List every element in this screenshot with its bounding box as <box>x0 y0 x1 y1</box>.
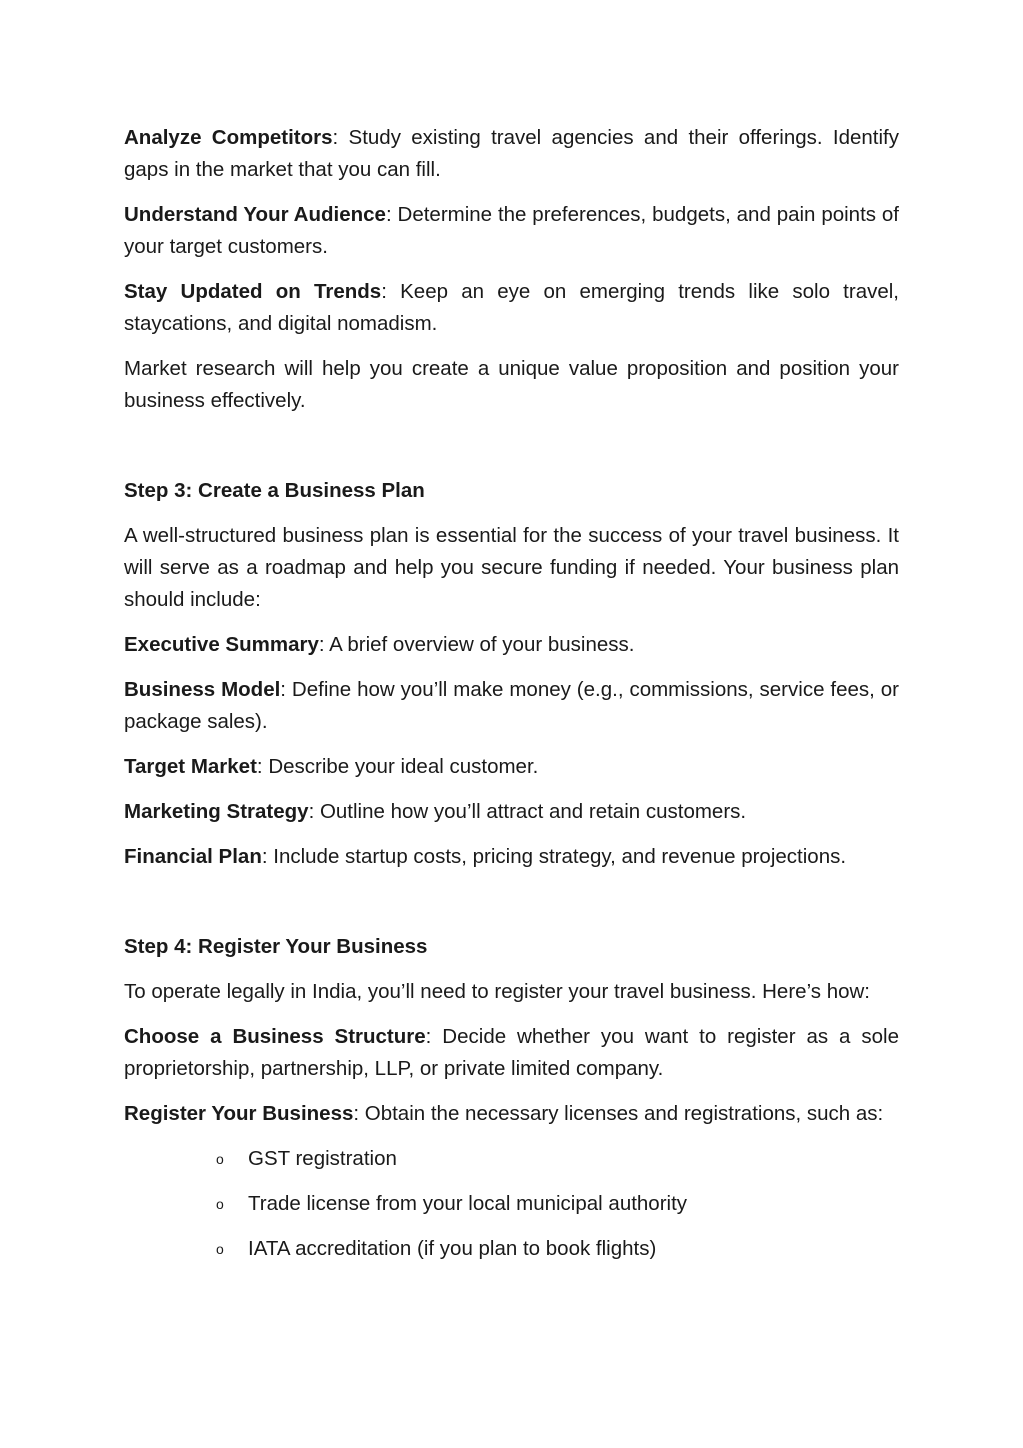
text-stay-updated: : Keep an eye on emerging trends like solo travel, staycations, and digital nomadism. <box>124 280 900 335</box>
list-item <box>216 1188 899 1220</box>
paragraph-executive-summary <box>124 629 899 661</box>
text-register-business: : Obtain the necessary licenses and registrations, such as: <box>353 1102 884 1125</box>
text-marketing-strategy: : Outline how you’ll attract and retain customers. <box>308 800 747 823</box>
paragraph-understand-audience <box>124 199 899 263</box>
paragraph-business-structure <box>124 1021 899 1085</box>
paragraph-analyze-competitors <box>124 122 899 186</box>
term-stay-updated: Stay Updated on Trends <box>124 280 382 303</box>
text-executive-summary: : A brief overview of your business. <box>318 633 635 656</box>
text-analyze-competitors: : Study existing travel agencies and their offerings. Identify gaps in the market that you can fill. <box>124 126 899 181</box>
paragraph-business-model <box>124 674 899 738</box>
section-gap <box>124 886 899 931</box>
text-target-market: : Describe your ideal customer. <box>256 755 539 778</box>
term-executive-summary: Executive Summary <box>124 633 319 656</box>
paragraph-target-market <box>124 751 899 783</box>
paragraph-step-3-intro: A well-structured business plan is essential for the success of your travel business. It will serve as a roadmap and help you secure funding if needed. Your business plan should include: <box>124 524 899 611</box>
list-item-text: Trade license from your local municipal authority <box>248 1192 688 1215</box>
circle-bullet-icon: o <box>216 1196 224 1212</box>
paragraph-register-business <box>124 1098 899 1130</box>
term-business-structure: Choose a Business Structure <box>124 1025 426 1048</box>
list-item-text: IATA accreditation (if you plan to book flights) <box>248 1237 657 1260</box>
text-business-structure: : Decide whether you want to register as a sole proprietorship, partnership, LLP, or private limited company. <box>124 1025 899 1080</box>
text-market-research: Market research will help you create a unique value proposition and position your business effectively. <box>124 357 899 412</box>
registration-list <box>124 1143 899 1265</box>
term-analyze-competitors: Analyze Competitors <box>124 126 333 149</box>
paragraph-stay-updated <box>124 276 899 340</box>
term-business-model: Business Model <box>124 678 281 701</box>
paragraph-step-4-intro: To operate legally in India, you’ll need to register your travel business. Here’s how: <box>124 980 870 1003</box>
term-marketing-strategy: Marketing Strategy <box>124 800 309 823</box>
section-gap <box>124 430 899 475</box>
text-financial-plan: : Include startup costs, pricing strategy, and revenue projections. <box>261 845 847 868</box>
list-item <box>216 1233 899 1265</box>
circle-bullet-icon: o <box>216 1151 224 1167</box>
term-register-business: Register Your Business <box>124 1102 354 1125</box>
paragraph-marketing-strategy <box>124 796 899 828</box>
list-item <box>216 1143 899 1175</box>
term-financial-plan: Financial Plan <box>124 845 262 868</box>
term-target-market: Target Market <box>124 755 257 778</box>
list-item-text: GST registration <box>248 1147 397 1170</box>
text-understand-audience: : Determine the preferences, budgets, and pain points of your target customers. <box>124 203 899 258</box>
document-page <box>124 122 899 1278</box>
term-understand-audience: Understand Your Audience <box>124 203 386 226</box>
text-business-model: : Define how you’ll make money (e.g., commissions, service fees, or package sales). <box>124 678 899 733</box>
paragraph-financial-plan <box>124 841 899 873</box>
heading-step-3: Step 3: Create a Business Plan <box>124 479 425 502</box>
circle-bullet-icon: o <box>216 1241 224 1257</box>
paragraph-market-research <box>124 353 899 417</box>
heading-step-4: Step 4: Register Your Business <box>124 935 428 958</box>
